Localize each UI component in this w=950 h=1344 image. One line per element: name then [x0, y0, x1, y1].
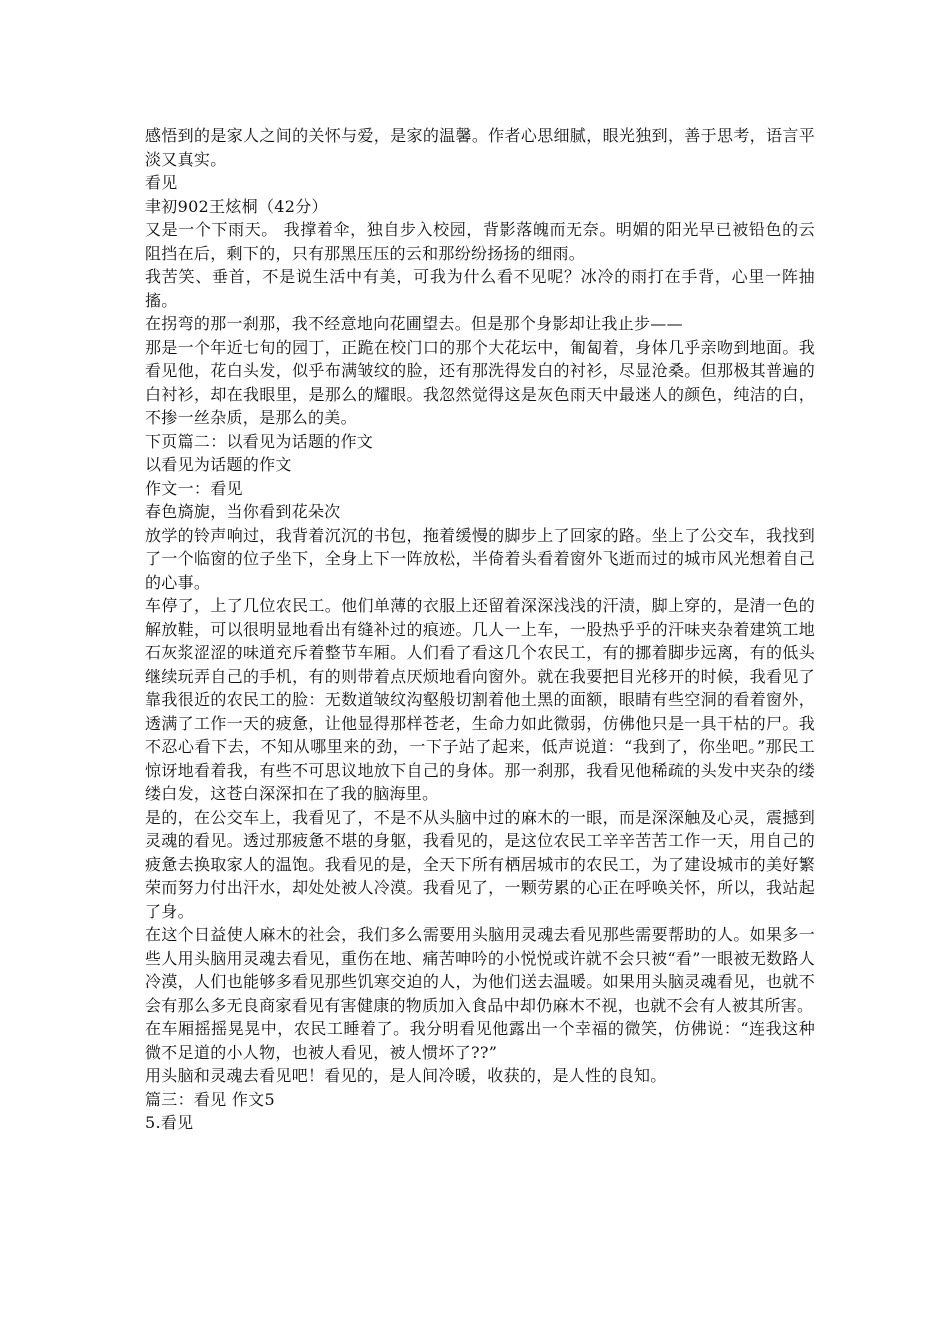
section-title: 以看见为话题的作文 [145, 455, 292, 474]
paragraph: 我苦笑、垂首，不是说生活中有美，可我为什么看不见呢？冰冷的雨打在手背，心里一阵抽搐。 [145, 267, 815, 310]
paragraph: 用头脑和灵魂去看见吧！看见的，是人间冷暖，收获的，是人性的良知。 [145, 1066, 667, 1085]
document-body [145, 124, 815, 1135]
section-title: 5.看见 [145, 1113, 194, 1132]
paragraph: 又是一个下雨天。 我撑着伞，独自步入校园，背影落魄而无奈。明媚的阳光早已被铅色的云阻挡在后，剩下的，只有那黑压压的云和那纷纷扬扬的细雨。 [145, 220, 815, 263]
essay-title: 看见 [145, 173, 178, 192]
paragraph: 那是一个年近七旬的园丁，正跪在校门口的那个大花坛中，匍匐着，身体几乎亲吻到地面。我看见他，花白头发，似乎布满皱纹的脸，还有那洗得发白的衬衫，尽显沧桑。但那极其普遍的白衬衫，却在我眼里，是那么的耀眼。我忽然觉得这是灰色雨天中最迷人的颜色，纯洁的白，不掺一丝杂质，是那么的美。 [145, 337, 815, 427]
section-heading: 下页篇二：以看见为话题的作文 [145, 431, 374, 451]
paragraph: 春色旖旎，当你看到花朵次 [145, 502, 341, 521]
paragraph: 放学的铃声响过，我背着沉沉的书包，拖着缓慢的脚步上了回家的路。坐上了公交车，我找到了一个临窗的位子坐下，全身上下一阵放松，半倚着头看着窗外飞逝而过的城市风光想着自己的心事。 [145, 525, 815, 592]
paragraph: 在这个日益使人麻木的社会，我们多么需要用头脑用灵魂去看见那些需要帮助的人。如果多一些人用头脑用灵魂去看见，重伤在地、痛苦呻吟的小悦悦或许就不会只被“看”一眼被无数路人冷漠，人们也能够多看见那些饥寒交迫的人，为他们送去温暖。如果用头脑灵魂看见，也就不会有那么多无良商家看见有害健康的物质加入食品中却仍麻木不视，也就不会有人被其所害。 [145, 925, 815, 1015]
essay-author-line: 聿初902王炫桐（42分） [145, 196, 328, 216]
paragraph: 是的，在公交车上，我看见了，不是不从头脑中过的麻木的一眼，而是深深触及心灵，震撼到灵魂的看见。透过那疲惫不堪的身躯，我看见的，是这位农民工辛辛苦苦工作一天，用自己的疲惫去换取家人的温饱。我看见的是，全天下所有栖居城市的农民工，为了建设城市的美好繁荣而努力付出汗水，却处处被人冷漠。我看见了，一颗劳累的心正在呼唤关怀，所以，我站起了身。 [145, 807, 815, 921]
paragraph: 在车厢摇摇晃晃中，农民工睡着了。我分明看见他露出一个幸福的微笑，仿佛说：“连我这种微不足道的小人物，也被人看见，被人惯坏了??” [145, 1019, 815, 1062]
paragraph: 在拐弯的那一刹那，我不经意地向花圃望去。但是那个身影却让我止步—— [145, 314, 683, 333]
paragraph-intro-comment: 感悟到的是家人之间的关怀与爱，是家的温馨。作者心思细腻，眼光独到，善于思考，语言平淡又真实。 [145, 126, 815, 169]
paragraph: 车停了，上了几位农民工。他们单薄的衣服上还留着深深浅浅的汗渍，脚上穿的，是清一色的解放鞋，可以很明显地看出有缝补过的痕迹。几人一上车，一股热乎乎的汗味夹杂着建筑工地石灰浆涩涩的味道充斥着整节车厢。人们看了看这几个农民工，有的挪着脚步远离，有的低头继续玩弄自己的手机，有的则带着点厌烦地看向窗外。就在我要把目光移开的时候，我看见了靠我很近的农民工的脸：无数道皱纹沟壑般切割着他土黑的面额，眼睛有些空洞的看着窗外，透满了工作一天的疲惫，让他显得那样苍老，生命力如此微弱，仿佛他只是一具干枯的尸。我不忍心看下去，不知从哪里来的劲，一下子站了起来，低声说道：“我到了，你坐吧。”那民工惊讶地看着我，有些不可思议地放下自己的身体。那一刹那，我看见他稀疏的头发中夹杂的缕缕白发，这苍白深深扣在了我的脑海里。 [145, 596, 815, 803]
essay-subtitle: 作文一：看见 [145, 478, 243, 498]
section-heading: 篇三：看见 作文5 [145, 1089, 275, 1109]
